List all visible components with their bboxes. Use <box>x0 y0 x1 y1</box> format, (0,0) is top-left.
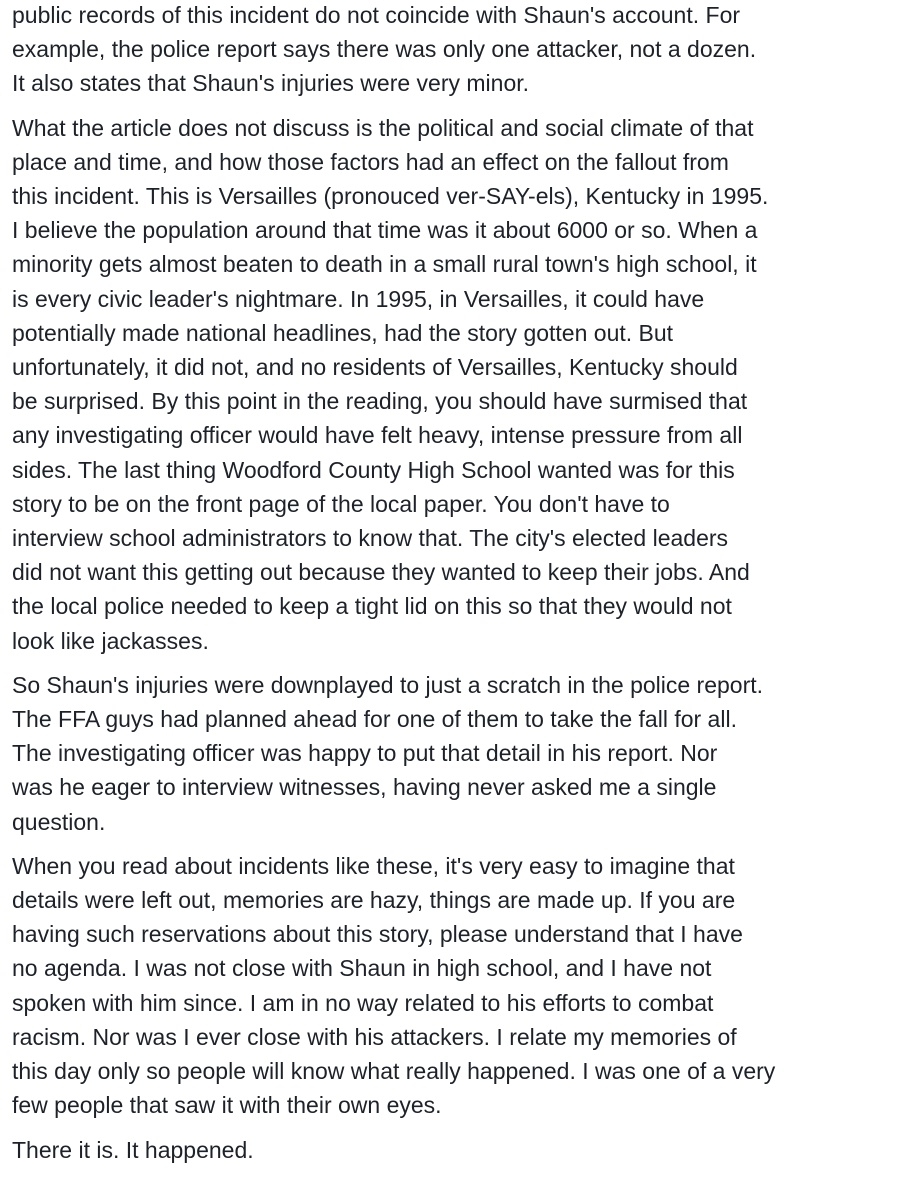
text-line: question. <box>12 808 106 835</box>
text-line: details were left out, memories are hazy, things are made up. If you are <box>12 887 736 914</box>
text-line: was he eager to interview witnesses, having never asked me a single <box>12 774 717 801</box>
text-line: be surprised. By this point in the reading, you should have surmised that <box>12 388 748 415</box>
paragraph-2 <box>12 111 894 658</box>
text-line: racism. Nor was I ever close with his attackers. I relate my memories of <box>12 1023 737 1050</box>
text-line: did not want this getting out because they wanted to keep their jobs. And <box>12 559 750 586</box>
text-line: What the article does not discuss is the political and social climate of that <box>12 114 754 141</box>
text-line: I believe the population around that time was it about 6000 or so. When a <box>12 217 758 244</box>
text-line: place and time, and how those factors had an effect on the fallout from <box>12 148 729 175</box>
text-line: It also states that Shaun's injuries were very minor. <box>12 70 530 97</box>
paragraph-5 <box>12 1133 894 1167</box>
text-line: is every civic leader's nightmare. In 1995, in Versailles, it could have <box>12 285 705 312</box>
post-body <box>12 0 894 1177</box>
paragraph-4 <box>12 849 894 1123</box>
text-line: example, the police report says there was only one attacker, not a dozen. <box>12 36 757 63</box>
text-line: unfortunately, it did not, and no residents of Versailles, Kentucky should <box>12 354 738 381</box>
text-line: having such reservations about this story, please understand that I have <box>12 921 743 948</box>
text-line: There it is. It happened. <box>12 1136 254 1163</box>
paragraph-3 <box>12 668 894 839</box>
text-line: The FFA guys had planned ahead for one of them to take the fall for all. <box>12 706 737 733</box>
text-line: potentially made national headlines, had the story gotten out. But <box>12 319 674 346</box>
text-line: this day only so people will know what really happened. I was one of a very <box>12 1058 776 1085</box>
text-line: When you read about incidents like these, it's very easy to imagine that <box>12 852 735 879</box>
text-line: So Shaun's injuries were downplayed to just a scratch in the police report. <box>12 671 764 698</box>
text-line: the local police needed to keep a tight lid on this so that they would not <box>12 593 732 620</box>
text-line: spoken with him since. I am in no way related to his efforts to combat <box>12 989 714 1016</box>
text-line: public records of this incident do not coincide with Shaun's account. For <box>12 2 741 28</box>
text-line: interview school administrators to know that. The city's elected leaders <box>12 525 729 552</box>
text-line: few people that saw it with their own eyes. <box>12 1092 442 1119</box>
text-line: any investigating officer would have felt heavy, intense pressure from all <box>12 422 743 449</box>
paragraph-1 <box>12 0 894 101</box>
text-line: sides. The last thing Woodford County High School wanted was for this <box>12 456 735 483</box>
text-line: this incident. This is Versailles (pronouced ver-SAY-els), Kentucky in 1995. <box>12 183 769 210</box>
text-line: look like jackasses. <box>12 627 209 654</box>
text-line: no agenda. I was not close with Shaun in high school, and I have not <box>12 955 712 982</box>
text-line: The investigating officer was happy to put that detail in his report. Nor <box>12 740 718 767</box>
text-line: story to be on the front page of the local paper. You don't have to <box>12 490 670 517</box>
text-line: minority gets almost beaten to death in a small rural town's high school, it <box>12 251 757 278</box>
